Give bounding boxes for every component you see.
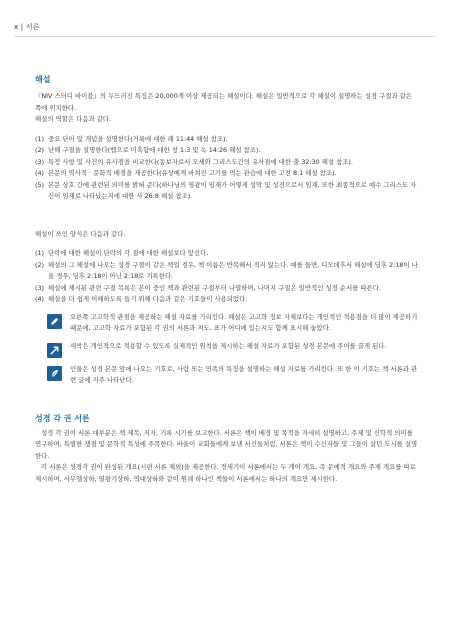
- list-item: (5) 본문 상호 간에 관련된 의미를 밝혀 준다(하나님의 영광이 임재가 어떻게 성막 및 성전으로서 임재, 또한 최종적으로 예수 그리스도 자신이 임재로 나타났는지에 대한 사 26:8 해설 참조).: [35, 180, 417, 200]
- roles-list: [35, 134, 420, 203]
- book-intros-heading: 성경 각 권 서론: [35, 413, 90, 423]
- arrow-icon: [47, 343, 62, 358]
- page-body: [35, 74, 420, 485]
- format-label: 해설이 쓰인 양식은 다음과 같다.: [35, 229, 126, 238]
- feather-icon: [47, 366, 62, 381]
- list-item: (3) 해설에 제시된 관련 구절 목록은 본이 중인 책과 관련된 구절부터 나열하며, 나머지 구절은 일반적인 성경 순서를 따른다.: [35, 283, 381, 292]
- list-item: (2) 난해 구절을 설명한다(뱀으로 미혹함에 대한 창 1:3 및 녹 14:26 해설 참조).: [35, 146, 261, 154]
- list-item: (2) 해설의 그 해설에 나오는 성경 구절이 같은 책일 경우, 책 이름은 반복해서 적지 않는다. 예를 들면, 디모데후서 해설에 딤후 2:18이 나올 경우, 딤후 2:18이 아닌 2:18로 기록한다.: [35, 260, 418, 280]
- list-item: (1) 단락에 대한 해설이 단락의 각 절에 대한 해설보다 앞선다.: [35, 249, 209, 257]
- pen-icon: [47, 314, 62, 329]
- symbol-text: 오른쪽 고고학적 관점을 제공하는 해설 자료를 가리킨다. 해설은 고고학 정보 자체보다는 개인적인 적용점을 더 많이 제공하기 때문에, 고고학 자료가 포함된 각 권의 서론과 지도, 표가 어디에 있는지도 함께 표시해 놓았다.: [70, 312, 418, 332]
- list-item: (3) 특정 사항 및 사건의 유사점을 비교한다(동보자로서 모세와 그리스도간의 유사점에 대한 출 32:30 해설 참조).: [35, 157, 353, 166]
- symbol-row: [35, 364, 420, 387]
- symbol-text: 새싹은 개인적으로 적용할 수 있도록 실제적인 원칙을 제시하는 해설 자료가 포함된 성경 본문에 주어를 끌게 된다.: [70, 341, 387, 350]
- list-item: (1) 중요 단어 및 개념을 설명한다(거룩에 대한 레 11:44 해설 참조).: [35, 134, 228, 143]
- book-intros-paragraph-1: 성경 각 권이 서론 대부분은 책 제목, 저자, 기록 시기를 보고한다. 서론은 책이 배경 및 목적을 자세히 설명하고, 주제 및 신학적 의미를 연구하며, 특별한 쟁점 및 문학적 특성에 주목한다. 바울이 교회들에게 보낸 서신들처럼, 서론은 책이 수신자들 및 그들이 살던 도시를 설명한다.: [35, 428, 418, 460]
- list-item: (4) 해설을 더 쉽게 이해하도록 돕기 위해 다음과 같은 기호들이 사용되었다.: [35, 295, 248, 303]
- book-intros-paragraph-2: 각 서론은 성경각 권이 완성된 개요(시편 서론 제외)을 제공한다. 정세기이 서론에서는 두 개이 개요, 즉 문예적 개요와 주제 개요를 따로 제시하며, 사무엘상하, 열왕기상하, 역대상하와 같이 원래 하나인 책들이 서론에서는 하나의 개요만 제시한다.: [35, 463, 416, 483]
- symbol-row: [35, 312, 420, 335]
- roles-label: 해설의 역할은 다음과 같다.: [35, 115, 112, 123]
- commentary-heading: 해설: [35, 75, 51, 84]
- list-item: (4) 본문의 역사적 · 문화적 배경을 제공한다(유상예게 바쳐진 고기를 먹는 관습에 대한 고전 8:1 해설 참조).: [35, 169, 337, 177]
- symbol-row: [35, 341, 420, 358]
- format-list: [35, 248, 420, 306]
- symbol-text: 인물은 성경 본문 앞에 나오는 기호로, 사람 또는 민족의 특징을 설명하는 해설 자료를 가리킨다. 또 한 이 기호는 책 서론과 관련 글에 자주 나타난다.: [70, 364, 418, 384]
- header-divider: [14, 36, 436, 37]
- running-header: x | 서론: [14, 23, 40, 31]
- commentary-intro: 『NIV 스터디 바이블』의 두드러진 특징은 20,000개 이상 제공되는 해설이다. 해설은 일반적으로 각 해설이 설명하는 성경 구절과 같은 쪽에 위치한다.: [35, 92, 413, 112]
